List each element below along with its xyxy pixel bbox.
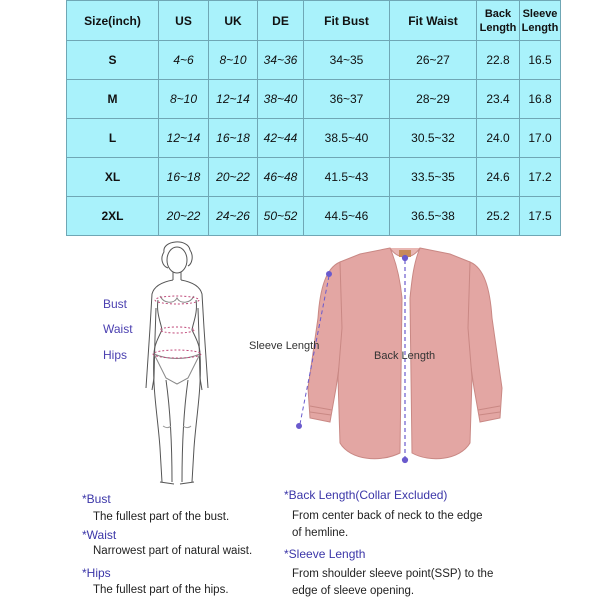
cell-back-length: 22.8	[477, 41, 520, 80]
cell-us: 4~6	[159, 41, 209, 80]
cell-fit-bust: 38.5~40	[304, 119, 390, 158]
sleeve-length-label: Sleeve Length	[249, 340, 320, 352]
cell-uk: 20~22	[209, 158, 258, 197]
waist-note-text: Narrowest part of natural waist.	[93, 545, 253, 557]
cell-fit-bust: 41.5~43	[304, 158, 390, 197]
header-fit-waist: Fit Waist	[390, 1, 477, 41]
table-row	[67, 197, 561, 236]
waist-label: Waist	[103, 322, 133, 336]
cell-de: 34~36	[258, 41, 304, 80]
cell-uk: 24~26	[209, 197, 258, 236]
bust-note-title: *Bust	[82, 492, 111, 506]
table-row	[67, 41, 561, 80]
cell-size: M	[67, 80, 159, 119]
cell-fit-bust: 36~37	[304, 80, 390, 119]
cell-uk: 12~14	[209, 80, 258, 119]
sleeve-length-note-text-2: edge of sleeve opening.	[292, 585, 415, 597]
cell-sleeve-length: 17.5	[520, 197, 561, 236]
cell-fit-bust: 34~35	[304, 41, 390, 80]
hips-note-title: *Hips	[82, 566, 111, 580]
header-size: Size(inch)	[67, 1, 159, 41]
cell-fit-waist: 28~29	[390, 80, 477, 119]
hips-measure-line	[153, 350, 201, 358]
header-sleeve-length: Sleeve Length	[520, 1, 561, 41]
cell-back-length: 24.0	[477, 119, 520, 158]
cell-us: 16~18	[159, 158, 209, 197]
cell-fit-waist: 30.5~32	[390, 119, 477, 158]
cell-us: 8~10	[159, 80, 209, 119]
cell-uk: 16~18	[209, 119, 258, 158]
cell-back-length: 24.6	[477, 158, 520, 197]
table-row	[67, 80, 561, 119]
cell-fit-waist: 33.5~35	[390, 158, 477, 197]
back-length-note-text-1: From center back of neck to the edge	[292, 510, 483, 522]
hips-label: Hips	[103, 348, 128, 362]
back-length-note-text-2: of hemline.	[292, 527, 349, 539]
cell-back-length: 23.4	[477, 80, 520, 119]
cell-de: 46~48	[258, 158, 304, 197]
table-header-row	[67, 1, 561, 41]
waist-measure-line	[160, 327, 194, 333]
cell-sleeve-length: 17.2	[520, 158, 561, 197]
cell-de: 42~44	[258, 119, 304, 158]
waist-note-title: *Waist	[82, 528, 117, 542]
cell-fit-waist: 36.5~38	[390, 197, 477, 236]
table-row	[67, 158, 561, 197]
cell-us: 12~14	[159, 119, 209, 158]
sleeve-length-note-title: *Sleeve Length	[284, 547, 366, 561]
cell-back-length: 25.2	[477, 197, 520, 236]
back-length-label: Back Length	[374, 350, 436, 362]
cell-sleeve-length: 17.0	[520, 119, 561, 158]
header-de: DE	[258, 1, 304, 41]
body-measurement-figure	[128, 238, 228, 490]
cell-fit-waist: 26~27	[390, 41, 477, 80]
table-row	[67, 119, 561, 158]
sleeve-length-note-text-1: From shoulder sleeve point(SSP) to the	[292, 568, 494, 580]
size-chart-table	[66, 0, 561, 236]
header-us: US	[159, 1, 209, 41]
bust-note-text: The fullest part of the bust.	[93, 511, 230, 523]
cell-size: L	[67, 119, 159, 158]
cell-de: 50~52	[258, 197, 304, 236]
header-uk: UK	[209, 1, 258, 41]
cell-sleeve-length: 16.8	[520, 80, 561, 119]
hips-note-text: The fullest part of the hips.	[93, 584, 229, 596]
cell-uk: 8~10	[209, 41, 258, 80]
back-length-note-title: *Back Length(Collar Excluded)	[284, 488, 448, 502]
cell-sleeve-length: 16.5	[520, 41, 561, 80]
cell-size: 2XL	[67, 197, 159, 236]
cell-de: 38~40	[258, 80, 304, 119]
cell-fit-bust: 44.5~46	[304, 197, 390, 236]
header-back-length: Back Length	[477, 1, 520, 41]
bust-label: Bust	[103, 297, 128, 311]
cell-us: 20~22	[159, 197, 209, 236]
cell-size: XL	[67, 158, 159, 197]
header-fit-bust: Fit Bust	[304, 1, 390, 41]
cell-size: S	[67, 41, 159, 80]
